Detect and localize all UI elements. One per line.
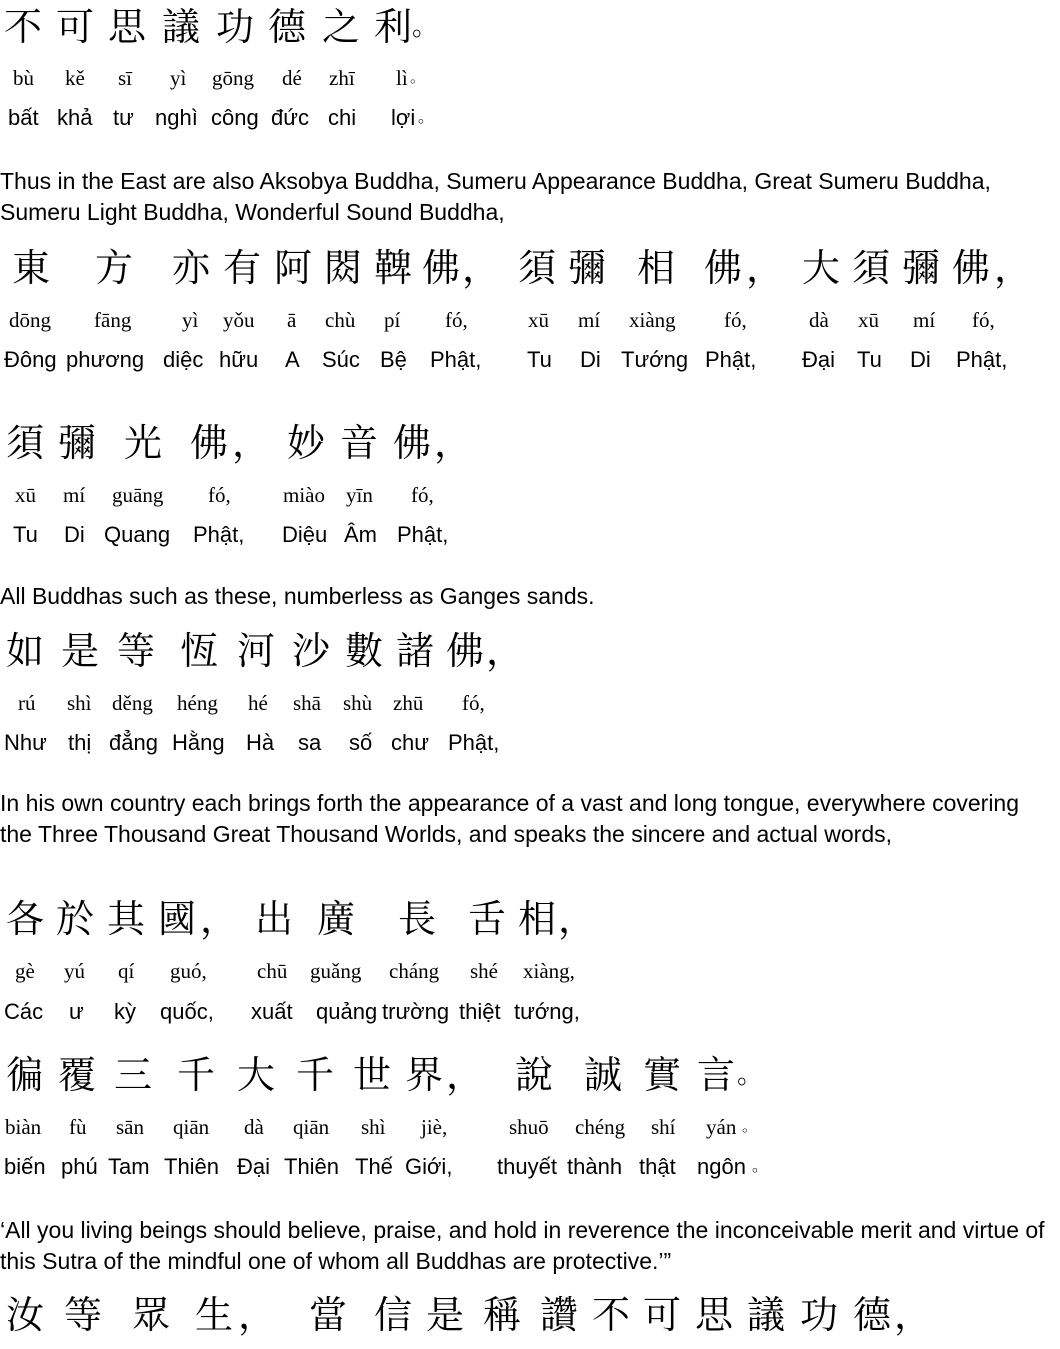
vietnamese-word: A [285,347,300,372]
pinyin-word: qí [118,959,135,983]
chinese-line [0,418,1060,468]
pinyin-word: gōng [212,66,254,90]
chinese-char: 妙 [287,421,326,465]
vietnamese-word: Hằng [172,730,225,755]
chinese-line [0,1050,1060,1100]
vietnamese-word: Quang [104,522,171,547]
chinese-char: 方 [95,246,134,290]
vietnamese-word: Hà [246,730,275,755]
pinyin-word: fù [69,1115,87,1139]
chinese-char: 言 [697,1053,736,1097]
vietnamese-word: tư [113,105,134,130]
chinese-char: 相 [637,246,676,290]
pinyin-line [0,65,1060,91]
vietnamese-word: đức [271,105,309,130]
chinese-line [0,626,1060,676]
chinese-char: ， [462,246,501,290]
chinese-char: 生 [195,1293,234,1337]
chinese-char: ， [232,421,271,465]
pinyin-word: yì [170,66,187,90]
chinese-char: 利 [374,5,413,49]
vietnamese-word: thuyết [497,1154,557,1179]
vietnamese-word: Tướng [621,347,689,372]
pinyin-word: miào [283,483,325,507]
vietnamese-word: thành [567,1154,623,1179]
pinyin-word: shuō [509,1115,549,1139]
pinyin-word: sān [116,1115,144,1139]
chinese-char: 思 [108,5,147,49]
chinese-char: ， [238,1293,277,1337]
chinese-char: 讚 [540,1293,579,1337]
english-translation: All Buddhas such as these, numberless as Ganges sands. [0,583,595,609]
vietnamese-word: Di [580,347,601,372]
pinyin-word: shì [361,1115,386,1139]
chinese-char: 等 [64,1293,103,1337]
chinese-char: 實 [643,1053,682,1097]
vietnamese-word: Tu [527,347,552,372]
pinyin-word: kě [65,66,85,90]
vietnamese-word: thiệt [459,999,501,1024]
pinyin-word: sī [118,66,133,90]
vietnamese-word: đẳng [109,730,158,755]
chinese-char: 徧 [6,1053,45,1097]
chinese-char: 可 [56,5,95,49]
pinyin-word: shì [67,691,92,715]
pinyin-word: ā [287,308,297,332]
chinese-char: 可 [643,1293,682,1337]
vietnamese-word: bất [8,105,39,130]
vietnamese-word: chư [391,730,429,755]
chinese-char: 國 [158,897,197,941]
chinese-char: 是 [61,629,100,673]
chinese-char: 。 [412,12,439,42]
chinese-char: 不 [592,1293,631,1337]
pinyin-word: gè [15,959,35,983]
chinese-char: 之 [322,5,361,49]
pinyin-word: guǎng [310,959,362,983]
chinese-char: 界 [405,1053,444,1097]
pinyin-word: fāng [94,308,132,332]
pinyin-word: shí [651,1115,676,1139]
pinyin-word: bù [13,66,34,90]
pinyin-word: pí [384,308,401,332]
pinyin-word: yǒu [223,308,255,332]
chinese-char: 覆 [58,1053,97,1097]
pinyin-word: fó, [972,308,995,332]
vietnamese-word: Đại [802,347,836,372]
pinyin-word: zhū [393,691,424,715]
pinyin-word: dōng [9,308,51,332]
chinese-char: 出 [255,897,294,941]
chinese-char: ， [434,421,473,465]
chinese-char: 千 [177,1053,216,1097]
pinyin-word: qiān [173,1115,210,1139]
chinese-char: 光 [124,421,163,465]
vietnamese-word: công [211,105,259,130]
chinese-char: 須 [518,246,557,290]
pinyin-word: cháng [389,959,440,983]
vietnamese-word: Tu [13,522,38,547]
vietnamese-line [0,521,1060,549]
vietnamese-word: Phật, [448,730,500,755]
chinese-char: 河 [237,629,276,673]
pinyin-word: chù [325,308,356,332]
chinese-char: 不 [4,5,43,49]
pinyin-word: mí [578,308,601,332]
english-translation: Thus in the East are also Aksobya Buddha, Sumeru Appearance Buddha, Great Sumeru Buddha, Sumeru Light Buddha, Wonderful Sound Buddha, [0,168,991,225]
vietnamese-word: Diệu [282,522,328,547]
vietnamese-word: Tu [857,347,882,372]
pinyin-word: héng [177,691,218,715]
vietnamese-word: ngôn [697,1154,746,1179]
chinese-char: 千 [296,1053,335,1097]
chinese-char: 彌 [568,246,607,290]
chinese-char: 德 [268,5,307,49]
chinese-char: 相 [518,897,557,941]
pinyin-line [0,307,1060,333]
chinese-char: 議 [162,5,201,49]
chinese-char: 等 [117,629,156,673]
pinyin-word: yú [64,959,85,983]
vietnamese-word: Bệ [380,347,407,372]
chinese-char: 其 [107,897,146,941]
chinese-char: 思 [695,1293,734,1337]
chinese-char: 須 [6,421,45,465]
chinese-char: 廣 [317,897,356,941]
chinese-char: 舌 [468,897,507,941]
pinyin-line [0,690,1060,716]
pinyin-word: mí [63,483,86,507]
chinese-char: 亦 [172,246,211,290]
chinese-char: 功 [216,5,255,49]
vietnamese-word: Di [64,522,85,547]
pinyin-word: guó, [170,959,207,983]
chinese-char: 功 [800,1293,839,1337]
chinese-char: 阿 [274,246,313,290]
vietnamese-word: quốc, [160,999,214,1024]
pinyin-word: fó, [208,483,231,507]
pinyin-word: fó, [411,483,434,507]
chinese-char: 誠 [584,1053,623,1097]
vietnamese-word: Các [4,999,44,1024]
vietnamese-word: kỳ [114,999,136,1024]
pinyin-word: 。 [742,1119,758,1135]
vietnamese-word: Phật, [397,522,449,547]
chinese-char: 大 [237,1053,276,1097]
vietnamese-word: Phật, [705,347,757,372]
chinese-char: ， [894,1293,933,1337]
vietnamese-word: thật [639,1154,676,1179]
pinyin-word: xū [858,308,879,332]
pinyin-word: lì [396,66,408,90]
pinyin-word: shù [343,691,373,715]
vietnamese-word: số [349,730,373,755]
pinyin-word: biàn [5,1115,42,1139]
chinese-line [0,2,1060,52]
chinese-char: 佛 [393,421,432,465]
chinese-char: 議 [747,1293,786,1337]
chinese-char: 恆 [180,629,219,673]
chinese-char: 東 [12,246,51,290]
chinese-char: ， [486,629,525,673]
vietnamese-word: Phật, [193,522,245,547]
chinese-char: 稱 [483,1293,522,1337]
chinese-char: 眾 [132,1293,171,1337]
pinyin-word: dé [282,66,302,90]
vietnamese-word: nghì [155,105,198,130]
vietnamese-line [0,346,1060,374]
pinyin-word: chéng [575,1115,626,1139]
chinese-char: 於 [56,897,95,941]
vietnamese-word: phú [61,1154,98,1179]
vietnamese-word: sa [298,730,322,755]
pinyin-word: fó, [462,691,485,715]
chinese-char: 佛 [704,246,743,290]
vietnamese-word: hữu [219,347,259,372]
chinese-char: ， [200,897,239,941]
chinese-char: 彌 [902,246,941,290]
chinese-char: 音 [340,421,379,465]
pinyin-word: jiè, [421,1115,448,1139]
chinese-char: 佛 [446,629,485,673]
chinese-char: 德 [853,1293,892,1337]
vietnamese-line [0,729,1060,757]
pinyin-word: guāng [112,483,164,507]
pinyin-word: děng [112,691,153,715]
pinyin-word: fó, [445,308,468,332]
vietnamese-word: Thiên [164,1154,220,1179]
chinese-char: 佛 [190,421,229,465]
vietnamese-word: xuất [251,999,293,1024]
vietnamese-word: Thế [355,1154,393,1179]
chinese-line [0,894,1060,944]
pinyin-word: xū [528,308,549,332]
chinese-char: ， [994,246,1033,290]
chinese-line [0,243,1060,293]
vietnamese-word: phương [66,347,145,372]
pinyin-word: yì [182,308,199,332]
pinyin-word: shé [470,959,498,983]
vietnamese-line [0,104,1060,132]
vietnamese-word: Súc [322,347,360,372]
vietnamese-word: Di [910,347,931,372]
vietnamese-word: thị [68,730,92,755]
chinese-char: 當 [309,1293,348,1337]
chinese-char: 須 [852,246,891,290]
chinese-char: 汝 [6,1293,45,1337]
vietnamese-word: Giới, [405,1154,453,1179]
pinyin-word: dà [244,1115,264,1139]
pinyin-word: hé [248,691,268,715]
english-translation: ‘All you living beings should believe, praise, and hold in reverence the inconceivable merit and virtue of this Sutra of the mindful one of whom all Buddhas are protective.’” [0,1217,1045,1274]
chinese-char: 數 [345,629,384,673]
vietnamese-word: biến [4,1154,46,1179]
chinese-char: 說 [515,1053,554,1097]
chinese-char: 佛 [422,246,461,290]
chinese-char: 佛 [952,246,991,290]
vietnamese-word: tướng, [514,999,580,1024]
chinese-char: 諸 [396,629,435,673]
vietnamese-line [0,998,1060,1026]
vietnamese-line [0,1153,1060,1181]
pinyin-line [0,958,1060,984]
pinyin-word: rú [18,691,36,715]
chinese-char: 大 [802,246,841,290]
vietnamese-word: Như [4,730,47,755]
chinese-line [0,1290,1060,1340]
chinese-char: 有 [223,246,262,290]
chinese-char: 。 [737,1060,764,1090]
chinese-char: 三 [114,1053,153,1097]
vietnamese-word: chi [328,105,357,130]
vietnamese-word: Âm [344,522,377,547]
english-translation: In his own country each brings forth the appearance of a vast and long tongue, everywhere covering the Three Thousand Great Thousand Worlds, and speaks the sincere and actual words, [0,790,1020,847]
chinese-char: 各 [6,897,45,941]
vietnamese-word: Thiên [284,1154,340,1179]
vietnamese-word: trường [382,999,450,1024]
pinyin-word: zhī [329,66,355,90]
vietnamese-word: khả [57,105,93,130]
chinese-char: 閦 [324,246,363,290]
pinyin-word: 。 [410,70,426,86]
chinese-char: 是 [426,1293,465,1337]
pinyin-word: yīn [346,483,373,507]
pinyin-line [0,482,1060,508]
pinyin-word: fó, [724,308,747,332]
pinyin-word: dà [809,308,829,332]
chinese-char: 長 [398,897,437,941]
chinese-char: 彌 [58,421,97,465]
vietnamese-word: diệc [163,347,204,372]
vietnamese-word: Tam [108,1154,150,1179]
chinese-char: ， [558,897,597,941]
pinyin-word: chū [257,959,288,983]
vietnamese-word: 。 [418,109,435,126]
chinese-char: 沙 [292,629,331,673]
vietnamese-word: ư [69,999,84,1024]
pinyin-word: qiān [293,1115,330,1139]
pinyin-word: xū [15,483,36,507]
pinyin-word: xiàng, [523,959,575,983]
chinese-char: ， [746,246,785,290]
pinyin-word: yán [706,1115,737,1139]
vietnamese-word: Phật, [430,347,482,372]
pinyin-line [0,1114,1060,1140]
chinese-char: 鞞 [374,246,413,290]
pinyin-word: shā [293,691,321,715]
vietnamese-word: lợi [391,105,416,130]
pinyin-word: mí [913,308,936,332]
vietnamese-word: 。 [752,1158,769,1175]
chinese-char: 信 [374,1293,413,1337]
vietnamese-word: Phật, [956,347,1008,372]
chinese-char: ， [446,1053,485,1097]
chinese-char: 如 [6,629,45,673]
pinyin-word: xiàng [629,308,676,332]
vietnamese-word: quảng [316,999,378,1024]
vietnamese-word: Đông [4,347,57,372]
chinese-char: 世 [353,1053,392,1097]
vietnamese-word: Đại [237,1154,271,1179]
